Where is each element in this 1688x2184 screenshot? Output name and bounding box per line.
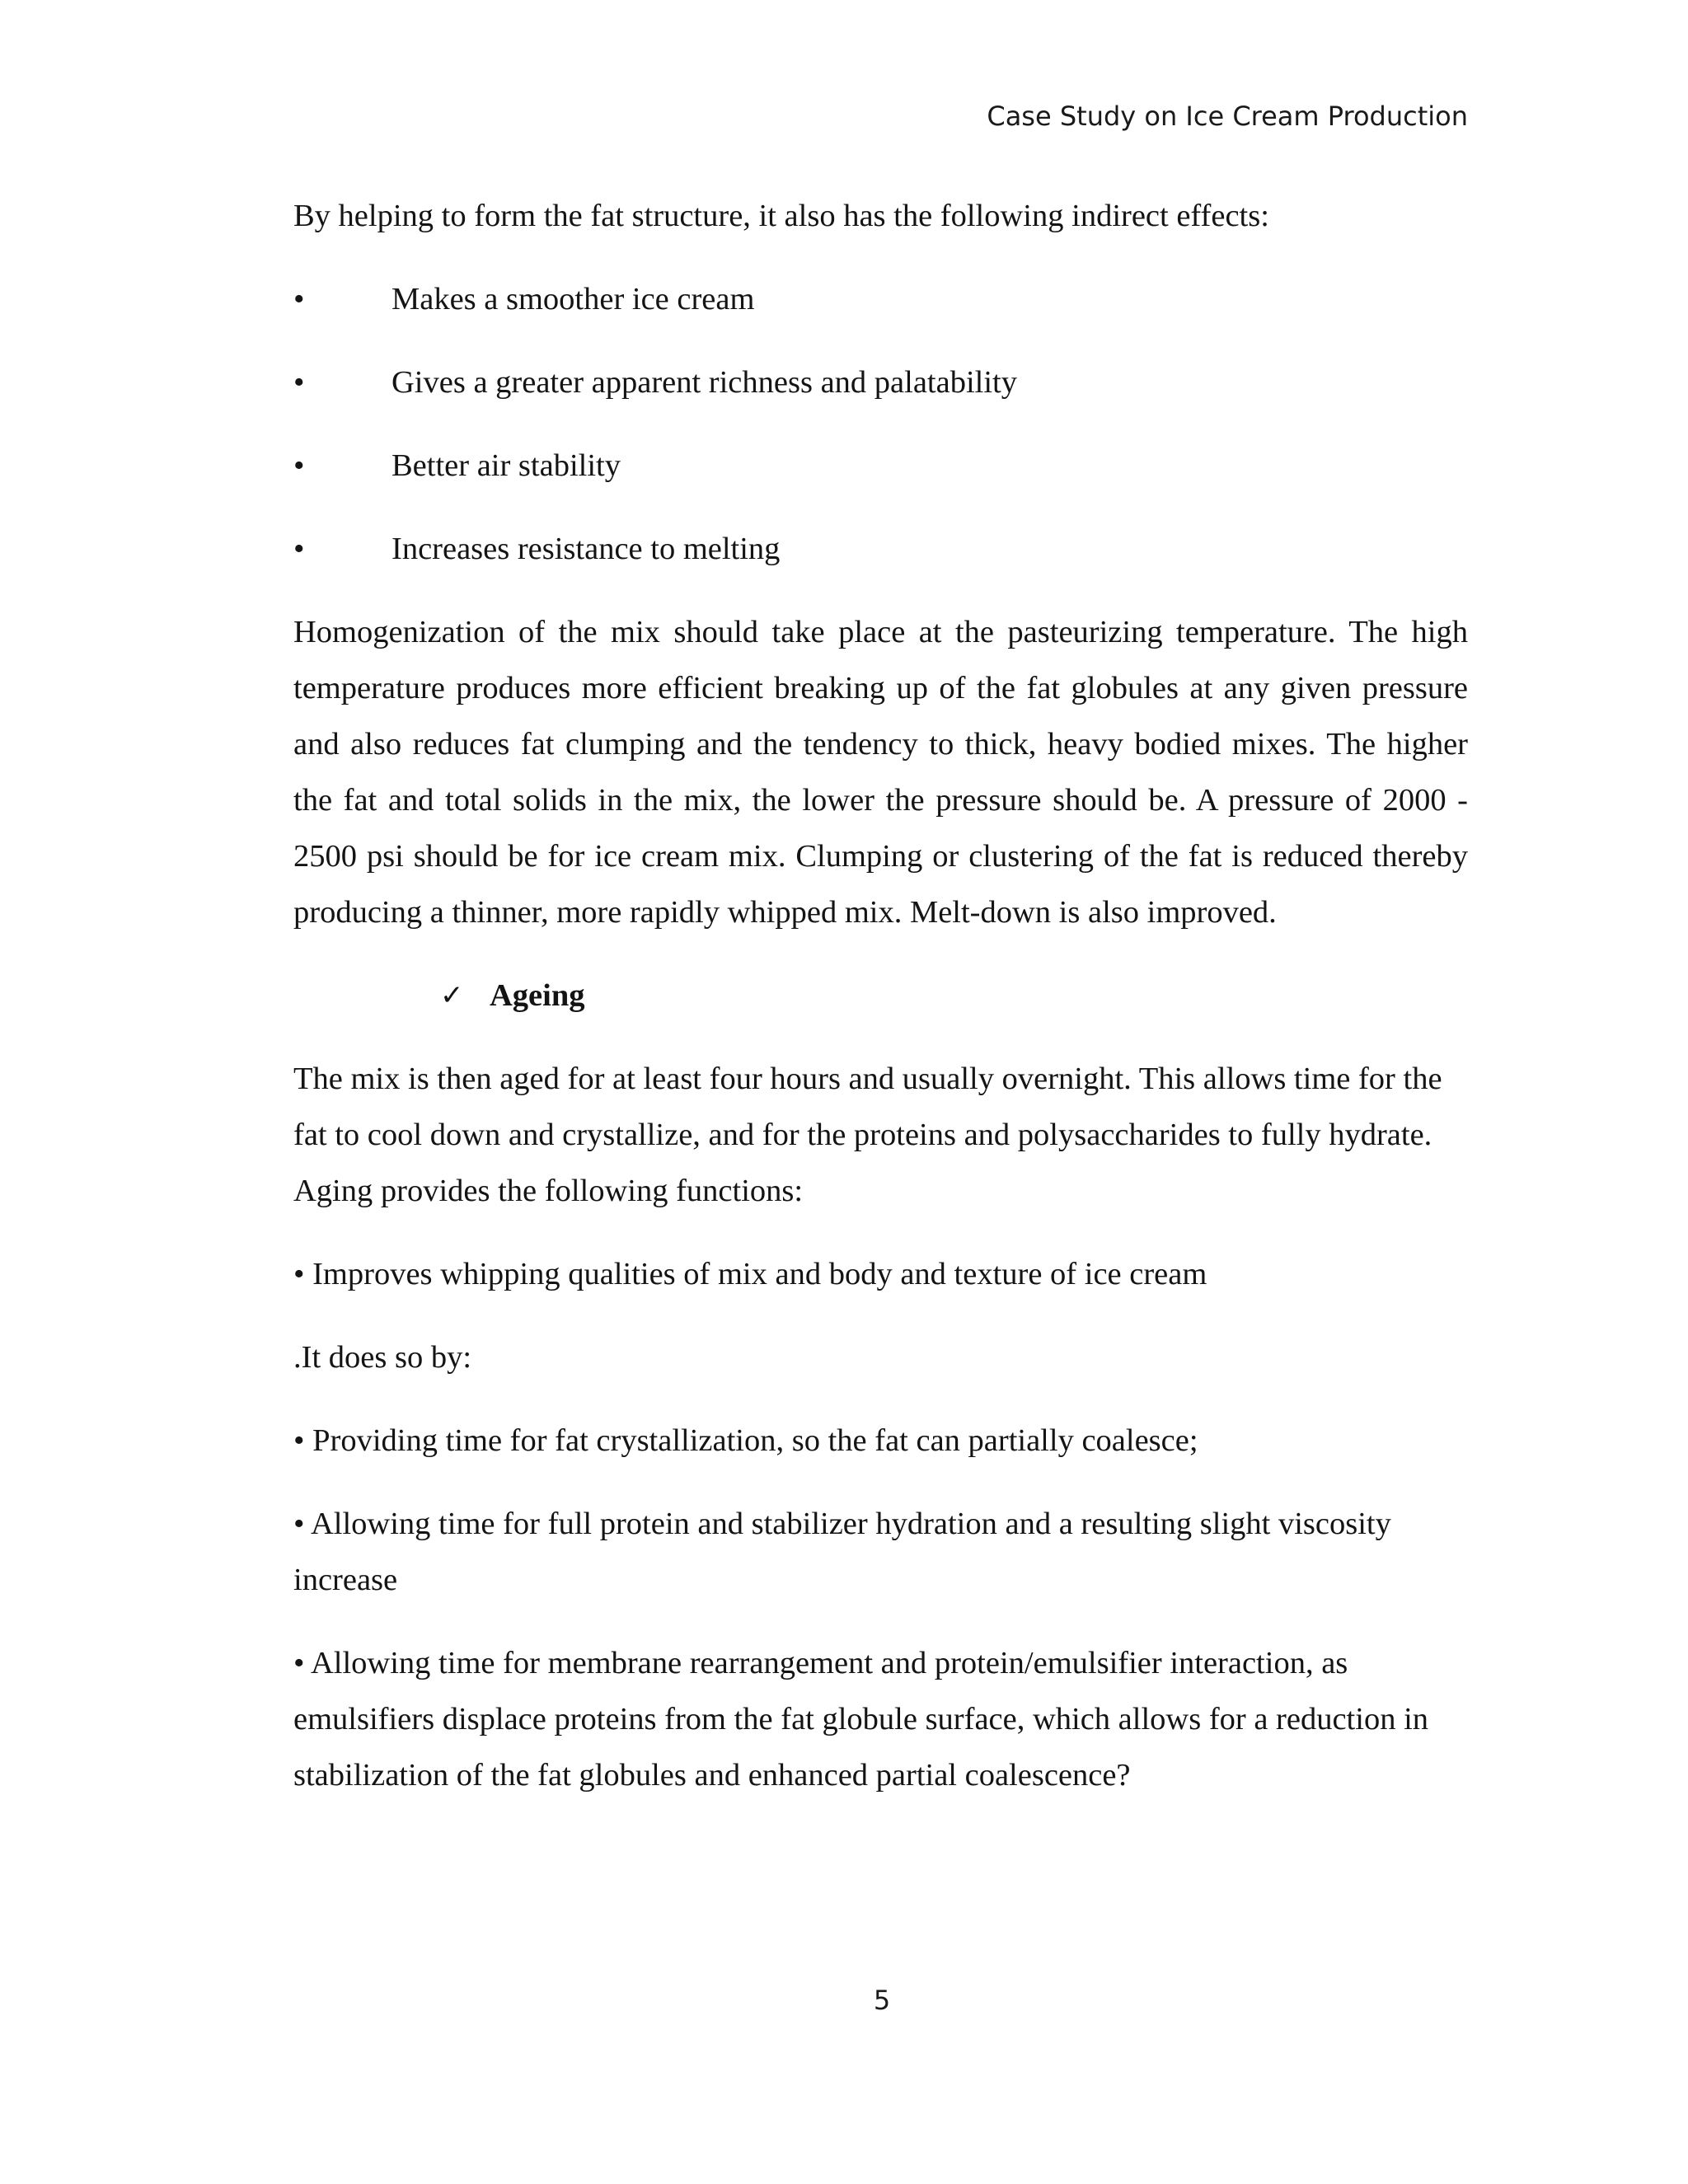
intro-sentence: By helping to form the fat structure, it also has the following indirect effects:	[293, 199, 1269, 233]
page-number: 5	[873, 1985, 891, 2016]
bullet-glyph: •	[293, 532, 305, 566]
running-header: Case Study on Ice Cream Production	[987, 101, 1468, 132]
list-item-text: Increases resistance to melting	[392, 532, 781, 566]
checkmark-icon: ✓	[440, 979, 464, 1012]
ageing-paragraph: The mix is then aged for at least four hours and usually overnight. This allows time for the fat to cool down and crystallize, and for the proteins and polysaccharides to fully hydrate. Aging provides the following functions:	[293, 1062, 1442, 1208]
mechanism-item: • Allowing time for membrane rearrangement and protein/emulsifier interaction, as emulsifiers displace proteins from the fat globule surface, which allows for a reduction in stabilization of the fat globules and enhanced partial coalescence?	[293, 1646, 1429, 1793]
does-so-by-line: .It does so by:	[293, 1340, 472, 1375]
list-item-text: Better air stability	[392, 448, 621, 483]
bullet-glyph: •	[293, 282, 305, 316]
section-title: Ageing	[490, 978, 585, 1013]
homogenization-paragraph: Homogenization of the mix should take place at the pasteurizing temperature. The high temperature produces more efficient breaking up of the fat globules at any given pressure and also reduces fat clumping and the tendency to thick, heavy bodied mixes. The higher the fat and total solids in the mix, the lower the pressure should be. A pressure of 2000 - 2500 psi should be for ice cream mix. Clumping or clustering of the fat is reduced thereby producing a thinner, more rapidly whipped mix. Melt-down is also improved.	[293, 615, 1468, 930]
section-heading-ageing	[293, 968, 1468, 1024]
bullet-glyph: •	[293, 448, 305, 483]
page-body	[293, 188, 1468, 1803]
function-item: • Improves whipping qualities of mix and body and texture of ice cream	[293, 1257, 1207, 1291]
mechanism-item: • Allowing time for full protein and stabilizer hydration and a resulting slight viscosity increase	[293, 1507, 1391, 1597]
indirect-effects-list	[293, 271, 1468, 577]
mechanism-item: • Providing time for fat crystallization, so the fat can partially coalesce;	[293, 1423, 1198, 1458]
bullet-glyph: •	[293, 365, 305, 400]
list-item	[293, 354, 1468, 410]
list-item	[293, 438, 1468, 494]
list-item-text: Makes a smoother ice cream	[392, 282, 755, 316]
list-item	[293, 521, 1468, 577]
list-item-text: Gives a greater apparent richness and palatability	[392, 365, 1017, 400]
list-item	[293, 271, 1468, 327]
